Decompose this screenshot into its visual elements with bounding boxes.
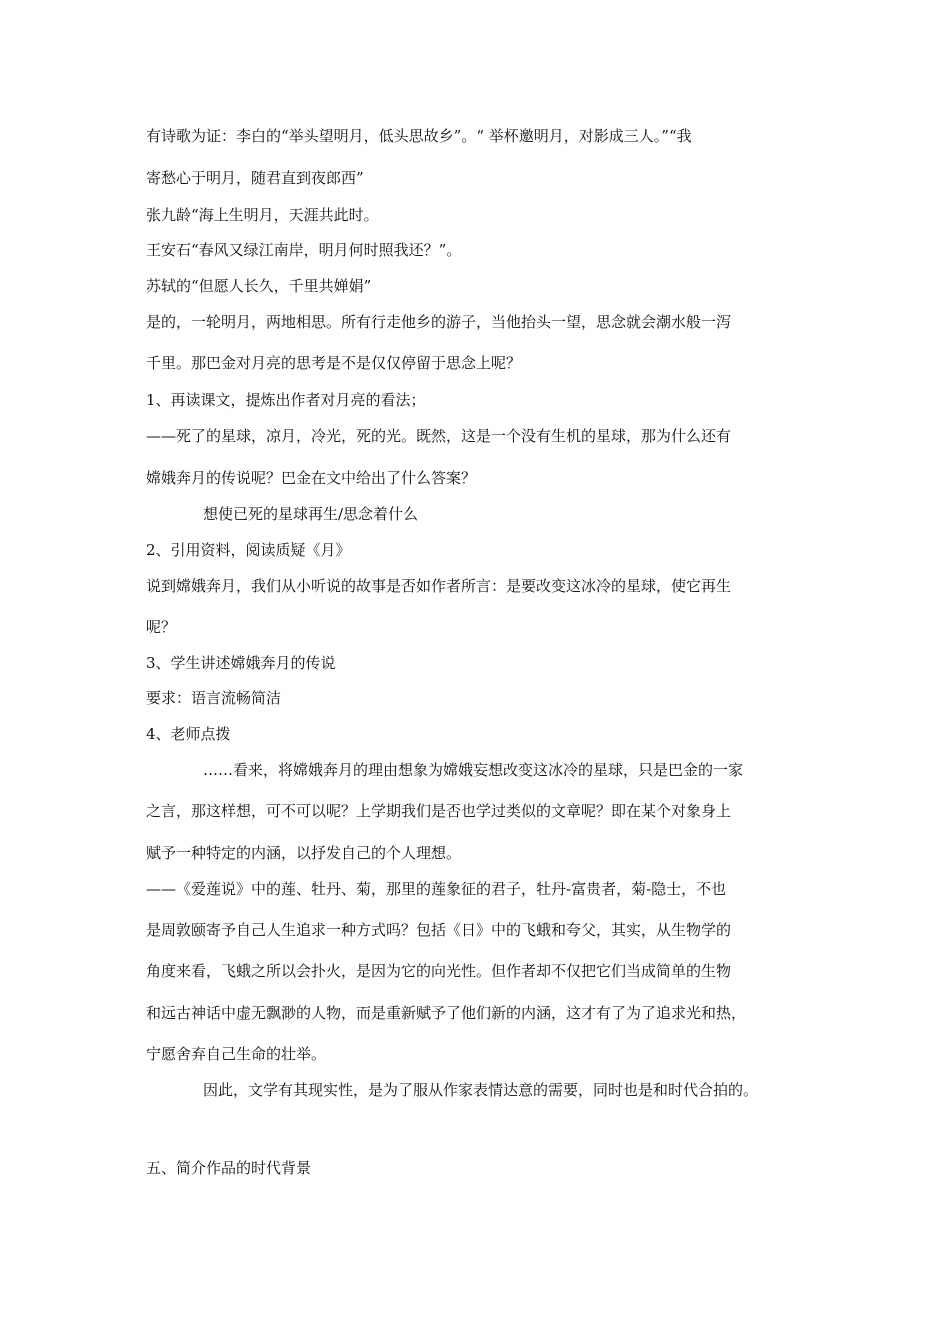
text-line-5: 苏轼的“但愿人长久，千里共婵娟” xyxy=(146,277,372,295)
text-line-13: 说到嫦娥奔月，我们从小听说的故事是否如作者所言：是要改变这冰冷的星球，使它再生 xyxy=(146,577,732,595)
text-line-2: 寄愁心于明月，随君直到夜郎西” xyxy=(146,169,364,187)
text-line-20: 赋予一种特定的内涵，以抒发自己的个人理想。 xyxy=(146,844,462,862)
text-line-6: 是的，一轮明月，两地相思。所有行走他乡的游子，当他抬头一望，思念就会潮水般一泻 xyxy=(146,313,732,331)
text-line-8: 1、再读课文，提炼出作者对月亮的看法； xyxy=(146,391,426,409)
text-line-3: 张九龄“海上生明月，天涯共此时。 xyxy=(146,206,379,224)
text-line-9: ——死了的星球，凉月，冷光，死的光。既然，这是一个没有生机的星球，那为什么还有 xyxy=(146,427,732,445)
text-line-17: 4、老师点拨 xyxy=(146,725,231,743)
text-line-25: 宁愿舍弃自己生命的壮举。 xyxy=(146,1045,327,1063)
text-line-21: ——《爱莲说》中的莲、牡丹、菊，那里的莲象征的君子，牡丹-富贵者，菊-隐士，不也 xyxy=(146,880,727,898)
text-line-23: 角度来看，飞蛾之所以会扑火，是因为它的向光性。但作者却不仅把它们当成简单的生物 xyxy=(146,962,732,980)
text-line-19: 之言，那这样想，可不可以呢？上学期我们是否也学过类似的文章呢？即在某个对象身上 xyxy=(146,802,732,820)
text-line-16: 要求：语言流畅简洁 xyxy=(146,689,282,707)
text-line-26: 因此，文学有其现实性，是为了服从作家表情达意的需要，同时也是和时代合拍的。 xyxy=(203,1081,759,1099)
text-line-22: 是周敦颐寄予自己人生追求一种方式吗？包括《日》中的飞蛾和夸父，其实，从生物学的 xyxy=(146,921,732,939)
text-line-10: 嫦娥奔月的传说呢？巴金在文中给出了什么答案？ xyxy=(146,469,477,487)
text-line-7: 千里。那巴金对月亮的思考是不是仅仅停留于思念上呢？ xyxy=(146,354,522,372)
text-line-4: 王安石“春风又绿江南岸，明月何时照我还？”。 xyxy=(146,241,462,259)
text-line-14: 呢？ xyxy=(146,618,177,636)
text-line-11: 想使已死的星球再生/思念着什么 xyxy=(203,505,419,523)
text-line-1: 有诗歌为证：李白的“举头望明月，低头思故乡”。“ 举杯邀明月，对影成三人。”“我 xyxy=(146,127,692,145)
text-line-24: 和远古神话中虚无飘渺的人物，而是重新赋予了他们新的内涵，这才有了为了追求光和热， xyxy=(146,1004,747,1022)
text-line-15: 3、学生讲述嫦娥奔月的传说 xyxy=(146,654,336,672)
text-line-18: ……看来，将嫦娥奔月的理由想象为嫦娥妄想改变这冰冷的星球，只是巴金的一家 xyxy=(203,761,744,779)
section-heading: 五、简介作品的时代背景 xyxy=(146,1159,312,1177)
text-line-12: 2、引用资料，阅读质疑《月》 xyxy=(146,541,351,559)
